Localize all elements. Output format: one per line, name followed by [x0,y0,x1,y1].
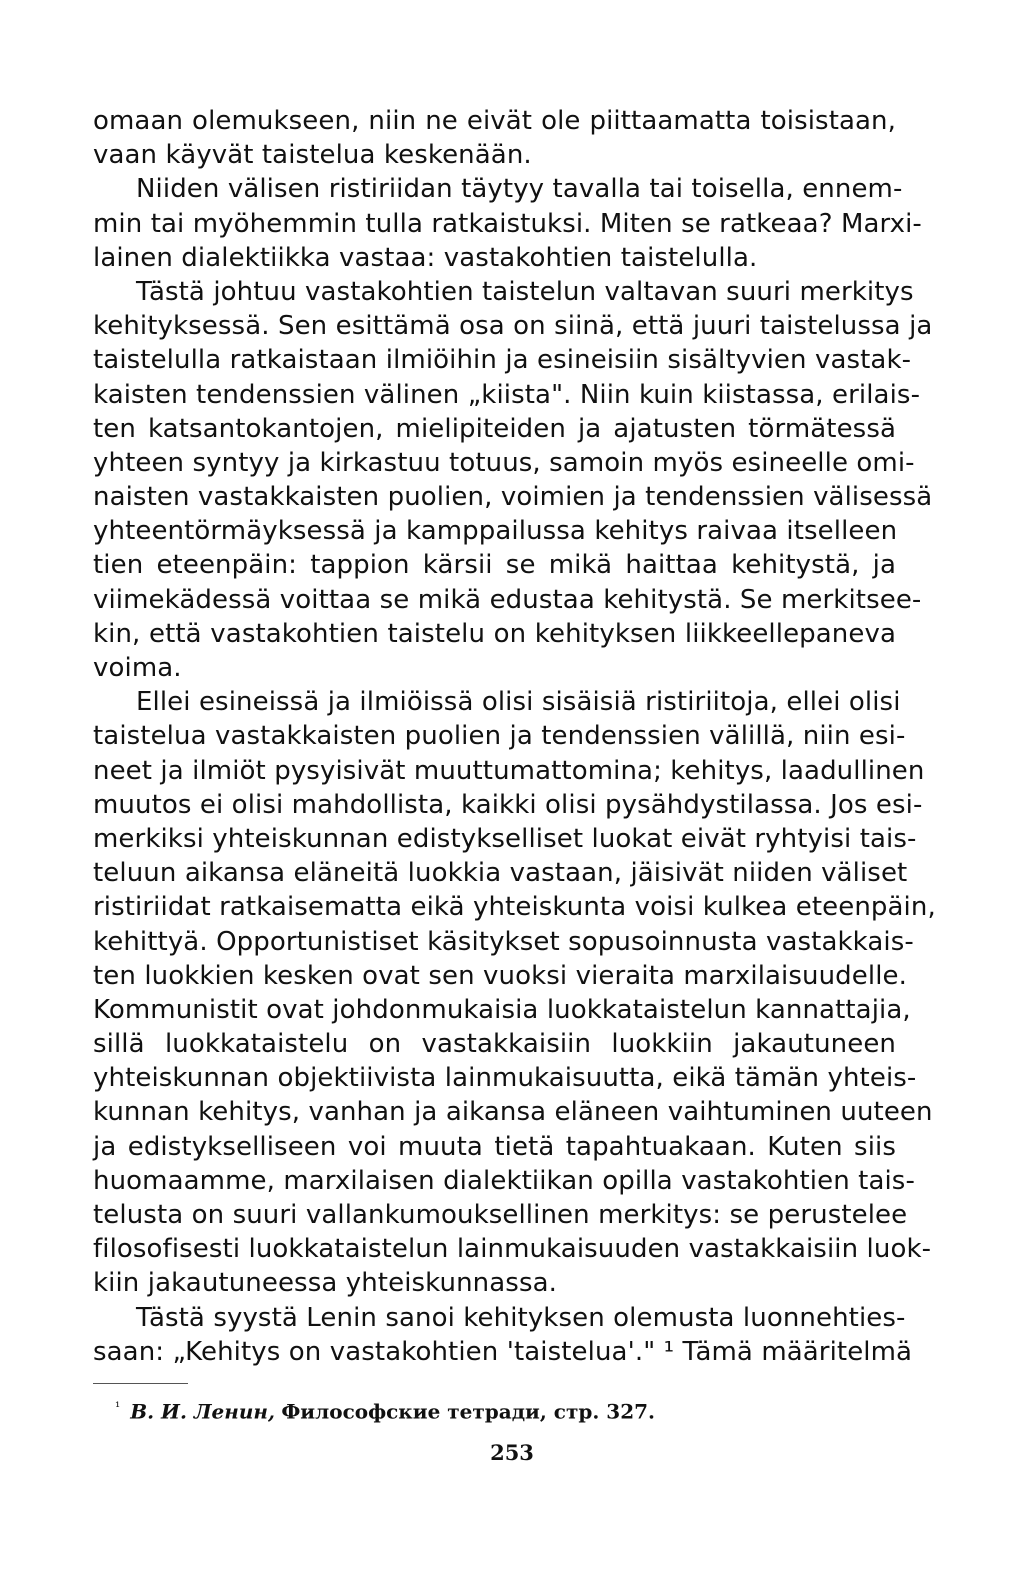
text-line: taistelua vastakkaisten puolien ja tendenssien välillä, niin esi- [93,721,906,752]
text-line: kiin jakautuneessa yhteiskunnassa. [93,1268,557,1299]
text-line: yhteentörmäyksessä ja kamppailussa kehitys raivaa itselleen [93,516,898,547]
text-line: filosofisesti luokkataistelun lainmukaisuuden vastakkaisiin luok- [93,1234,932,1265]
text-line: naisten vastakkaisten puolien, voimien ja tendenssien välisessä [93,482,933,513]
text-line: lainen dialektiikka vastaa: vastakohtien taistelulla. [93,242,758,273]
text-line: Tästä syystä Lenin sanoi kehityksen olemusta luonnehties- [136,1302,906,1333]
text-line: teluun aikansa eläneitä luokkia vastaan, jäisivät niiden väliset [93,858,908,889]
text-line: vaan käyvät taistelua keskenään. [93,140,532,171]
text-line: telusta on suuri vallankumouksellinen merkitys: se perustelee [93,1200,908,1230]
text-line: taistelulla ratkaistaan ilmiöihin ja esineisiin sisältyvien vastak- [93,345,912,376]
text-line: muutos ei olisi mahdollista, kaikki olisi pysähdystilassa. Jos esi- [93,789,923,820]
body-text [93,104,936,1369]
text-line: neet ja ilmiöt pysyisivät muuttumattomina; kehitys, laadullinen [93,755,925,786]
text-line: kunnan kehitys, vanhan ja aikansa eläneen vaihtuminen uuteen [93,1097,933,1128]
text-line: huomaamme, marxilaisen dialektiikan opilla vastakohtien tais- [93,1165,915,1196]
footnote [115,1395,655,1425]
text-line: omaan olemukseen, niin ne eivät ole piittaamatta toisistaan, [93,106,896,136]
text-line: Niiden välisen ristiriidan täytyy tavalla tai toisella, ennem- [136,174,903,205]
footnote-author: В. И. Ленин, [130,1399,275,1424]
text-line: Tästä johtuu vastakohtien taistelun valtavan suuri merkitys [136,276,914,307]
footnote-source: Философские тетради, стр. 327. [281,1399,655,1424]
text-line: ten katsantokantojen, mielipiteiden ja ajatusten törmätessä [93,413,896,444]
text-line: yhteiskunnan objektiivista lainmukaisuutta, eikä tämän yhteis- [93,1063,917,1094]
text-line: ja edistykselliseen voi muuta tietä tapahtuakaan. Kuten siis [93,1131,896,1162]
text-line: kehittyä. Opportunistiset käsitykset sopusoinnusta vastakkais- [93,926,914,957]
text-line: viimekädessä voittaa se mikä edustaa kehitystä. Se merkitsee- [93,584,922,615]
footnote-divider [93,1383,188,1384]
text-line: kin, että vastakohtien taistelu on kehityksen liikkeellepaneva [93,618,896,649]
text-line: Ellei esineissä ja ilmiöissä olisi sisäisiä ristiriitoja, ellei olisi [136,687,901,718]
text-line: ristiriidat ratkaisematta eikä yhteiskunta voisi kulkea eteenpäin, [93,892,936,923]
text-line: merkiksi yhteiskunnan edistykselliset luokat eivät ryhtyisi tais- [93,823,917,854]
text-line: sillä luokkataistelu on vastakkaisiin luokkiin jakautuneen [93,1029,896,1060]
text-line: kehityksessä. Sen esittämä osa on siinä, että juuri taistelussa ja [93,311,933,342]
text-line: tien eteenpäin: tappion kärsii se mikä haittaa kehitystä, ja [93,550,896,581]
text-line: Kommunistit ovat johdonmukaisia luokkataistelun kannattajia, [93,994,911,1025]
page-number: 253 [490,1440,534,1465]
text-line: ten luokkien kesken ovat sen vuoksi vieraita marxilaisuudelle. [93,960,907,991]
text-line: saan: „Kehitys on vastakohtien 'taistelua'." ¹ Tämä määritelmä [93,1336,913,1367]
text-line: min tai myöhemmin tulla ratkaistuksi. Miten se ratkeaa? Marxi- [93,208,922,239]
text-line: voima. [93,653,182,683]
text-line: yhteen syntyy ja kirkastuu totuus, samoin myös esineelle omi- [93,447,915,478]
text-line: kaisten tendenssien välinen „kiista". Niin kuin kiistassa, erilais- [93,379,921,410]
footnote-marker: ¹ [115,1400,121,1415]
